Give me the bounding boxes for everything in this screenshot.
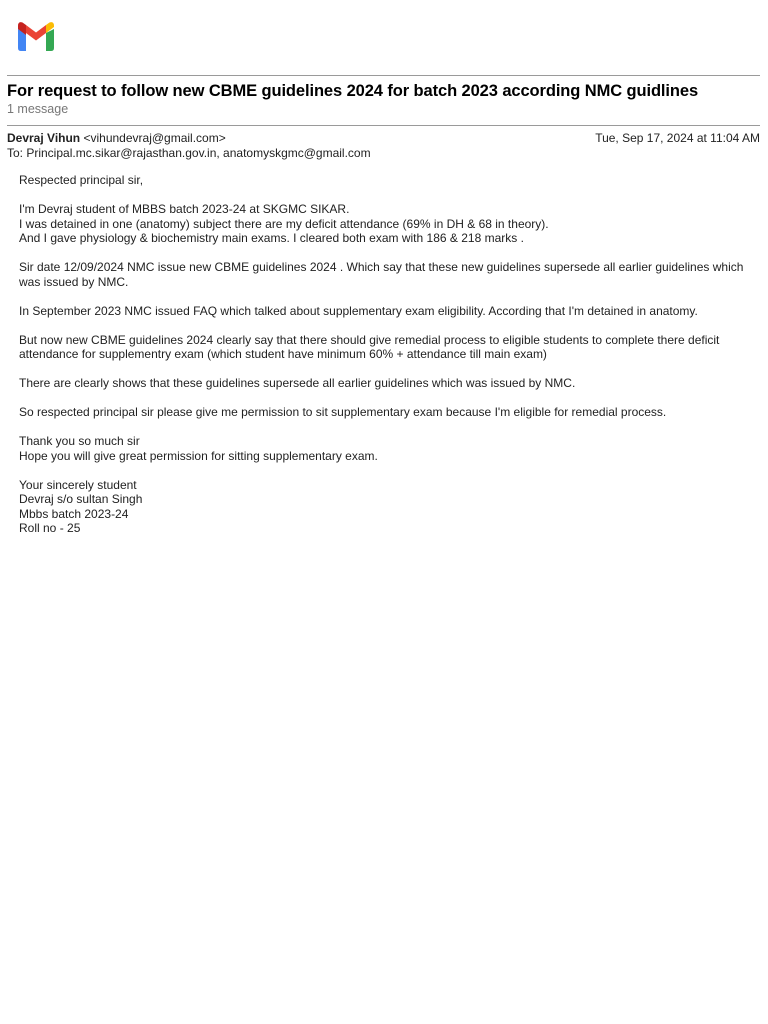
body-paragraph-3: In September 2023 NMC issued FAQ which talked about supplementary exam eligibility. According that I'm detained in anatomy. xyxy=(19,303,698,318)
email-body xyxy=(19,173,744,550)
signature-line: Mbbs batch 2023-24 xyxy=(19,506,129,521)
sender-email: <vihundevraj@gmail.com> xyxy=(83,131,226,145)
body-line: Thank you so much sir xyxy=(19,434,140,448)
subject-divider xyxy=(7,125,760,126)
body-paragraph-6: So respected principal sir please give me permission to sit supplementary exam because I'm eligible for remedial process. xyxy=(19,405,667,419)
signature xyxy=(19,478,744,536)
header-divider xyxy=(7,75,760,76)
body-paragraph-1 xyxy=(19,202,744,246)
body-paragraph-7 xyxy=(19,434,744,463)
body-line: Hope you will give great permission for sitting supplementary exam. xyxy=(19,448,378,463)
message-count: 1 message xyxy=(7,102,69,116)
sender-name: Devraj Vihun xyxy=(7,131,81,145)
body-line: I was detained in one (anatomy) subject there are my deficit attendance (69% in DH & 68 in theory). xyxy=(19,216,549,231)
greeting: Respected principal sir, xyxy=(19,173,144,187)
signature-line: Devraj s/o sultan Singh xyxy=(19,492,143,506)
body-line: And I gave physiology & biochemistry main exams. I cleared both exam with 186 & 218 marks . xyxy=(19,231,524,245)
body-paragraph-5: There are clearly shows that these guidelines supersede all earlier guidelines which was issued by NMC. xyxy=(19,376,576,390)
sender-line xyxy=(7,131,226,145)
signature-line: Roll no - 25 xyxy=(19,521,81,535)
body-line: I'm Devraj student of MBBS batch 2023-24 at SKGMC SIKAR. xyxy=(19,202,350,216)
email-date: Tue, Sep 17, 2024 at 11:04 AM xyxy=(595,131,760,145)
signature-line: Your sincerely student xyxy=(19,477,137,492)
gmail-logo-icon xyxy=(16,20,56,52)
body-paragraph-2: Sir date 12/09/2024 NMC issue new CBME guidelines 2024 . Which say that these new guidelines supersede all earlier guidelines which was issued by NMC. xyxy=(19,260,744,289)
body-paragraph-4: But now new CBME guidelines 2024 clearly say that there should give remedial process to eligible students to complete there deficit attendance for supplementry exam (which student have minimum 60% + attendance till main exam) xyxy=(19,332,720,361)
recipients-line: To: Principal.mc.sikar@rajasthan.gov.in, anatomyskgmc@gmail.com xyxy=(7,146,371,160)
email-subject: For request to follow new CBME guidelines 2024 for batch 2023 according NMC guidlines xyxy=(7,82,699,100)
